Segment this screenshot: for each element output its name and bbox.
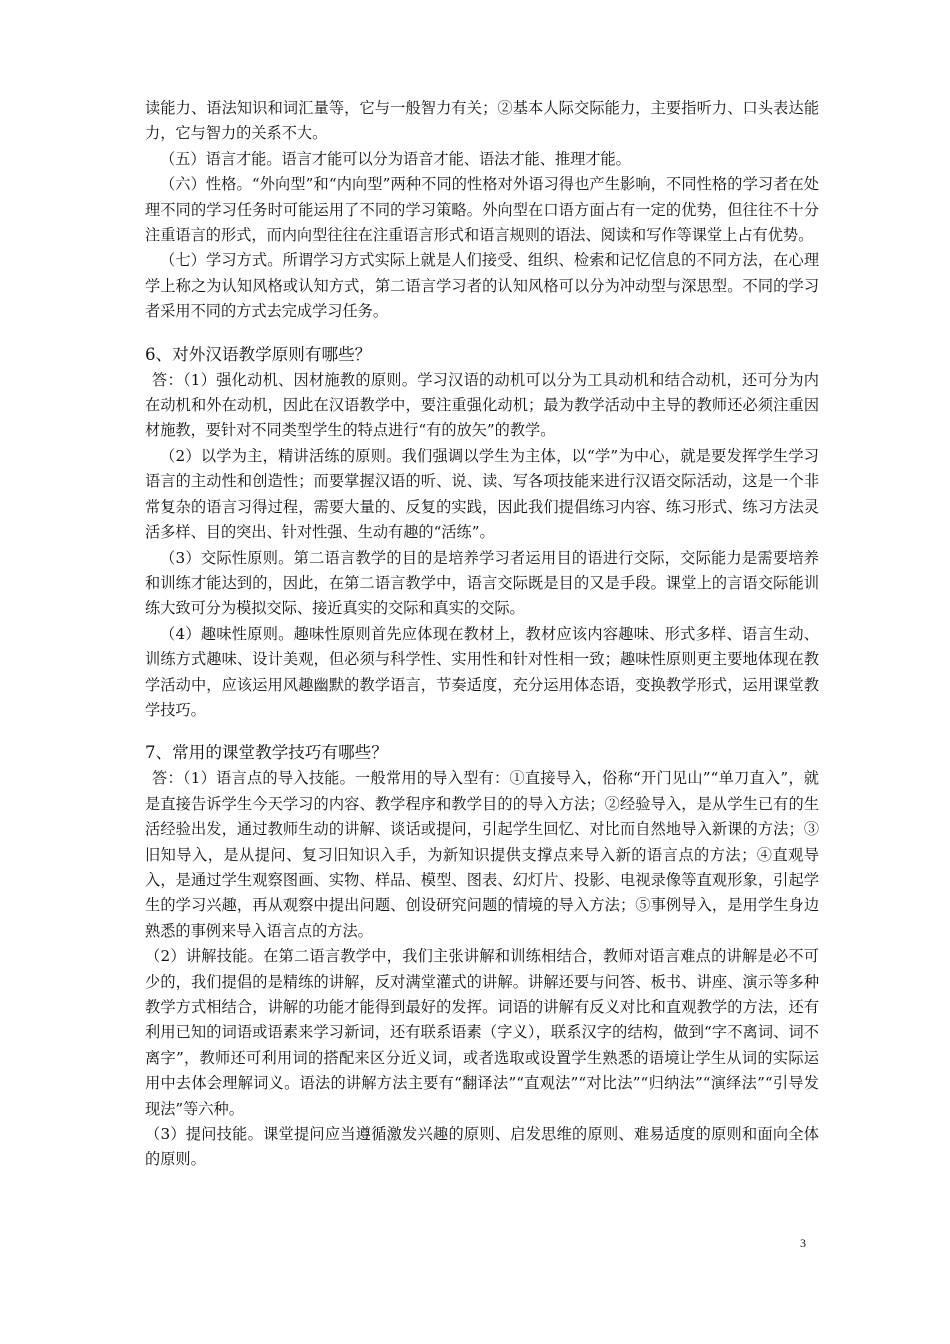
paragraph-learning-style: （七）学习方式。所谓学习方式实际上就是人们接受、组织、检索和记忆信息的不同方法，在心理学上称之为认知风格或认知方式，第二语言学习者的认知风格可以分为冲动型与深思型。不同的学习者采用不同的方式去完成学习任务。: [145, 251, 819, 321]
page-number: 3: [800, 1236, 806, 1250]
section-7-paragraph-3: （3）提问技能。课堂提问应当遵循激发兴趣的原则、启发思维的原则、难易适度的原则和面向全体的原则。: [145, 1125, 819, 1169]
section-6-paragraph-2: （2）以学为主，精讲活练的原则。我们强调以学生为主体，以“学”为中心，就是要发挥学生学习语言的主动性和创造性；而要掌握汉语的听、说、读、写各项技能来进行汉语交际活动，这是一个非常复杂的语言习得过程，需要大量的、反复的实践，因此我们提倡练习内容、练习形式、练习方法灵活多样、目的突出、针对性强、生动有趣的“活练”。: [145, 446, 819, 542]
section-6-heading: 6、对外汉语教学原则有哪些？: [145, 344, 372, 364]
document-body: [145, 96, 819, 1173]
section-6-paragraph-4: （4）趣味性原则。趣味性原则首先应体现在教材上，教材应该内容趣味、形式多样、语言生动、训练方式趣味、设计美观，但必须与科学性、实用性和针对性相一致；趣味性原则更主要地体现在教学活动中，应该运用风趣幽默的教学语言，节奏适度，充分运用体态语，变换教学形式，运用课堂教学技巧。: [145, 624, 819, 719]
section-6-paragraph-1: 答：（1）强化动机、因材施教的原则。学习汉语的动机可以分为工具动机和结合动机，还可分为内在动机和外在动机，因此在汉语教学中，要注重强化动机；最为教学活动中主导的教师还必须注重因材施教，要针对不同类型学生的特点进行“有的放矢”的教学。: [145, 370, 819, 440]
paragraph-language-aptitude: （五）语言才能。语言才能可以分为语音才能、语法才能、推理才能。: [160, 149, 631, 168]
section-7-paragraph-1: 答：（1）语言点的导入技能。一般常用的导入型有：①直接导入，俗称“开门见山”“单刀直入”，就是直接告诉学生今天学习的内容、教学程序和教学目的的导入方法；②经验导入，是从学生已有的生活经验出发，通过教师生动的讲解、谈话或提问，引起学生回忆、对比而自然地导入新课的方法；③旧知导入，是从提问、复习旧知识入手，为新知识提供支撑点来导入新的语言点的方法；④直观导入，是通过学生观察图画、实物、样品、模型、图表、幻灯片、投影、电视录像等直观形象，引起学生的学习兴趣，再从观察中提出问题、创设研究问题的情境的导入方法；⑤事例导入，是用学生身边熟悉的事例来导入语言点的方法。: [145, 769, 819, 940]
section-7-heading: 7、常用的课堂教学技巧有哪些？: [145, 743, 388, 763]
section-6-paragraph-3: （3）交际性原则。第二语言教学的目的是培养学习者运用目的语进行交际，交际能力是需要培养和训练才能达到的，因此，在第二语言教学中，语言交际既是目的又是手段。课堂上的言语交际能训练大致可分为模拟交际、接近真实的交际和真实的交际。: [145, 548, 819, 618]
paragraph-personality: （六）性格。“外向型”和“内向型”两种不同的性格对外语习得也产生影响，不同性格的学习者在处理不同的学习任务时可能运用了不同的学习策略。外向型在口语方面占有一定的优势，但往往不十分注重语言的形式，而内向型往往在注重语言形式和语言规则的语法、阅读和写作等课堂上占有优势。: [145, 175, 819, 245]
section-7-paragraph-2: （2）讲解技能。在第二语言教学中，我们主张讲解和训练相结合，教师对语言难点的讲解是必不可少的，我们提倡的是精练的讲解，反对满堂灌式的讲解。讲解还要与问答、板书、讲座、演示等多种教学方式相结合，讲解的功能才能得到最好的发挥。词语的讲解有反义对比和直观教学的方法，还有利用已知的词语或语素来学习新词，还有联系语素（字义），联系汉字的结构，做到“字不离词、词不离字”，教师还可利用词的搭配来区分近义词，或者选取或设置学生熟悉的语境让学生从词的实际运用中去体会理解词义。语法的讲解方法主要有“翻译法”“直观法”“对比法”“归纳法”“演绎法”“引导发现法”等六种。: [145, 947, 819, 1118]
paragraph-continued: 读能力、语法知识和词汇量等，它与一般智力有关；②基本人际交际能力，主要指听力、口头表达能力，它与智力的关系不大。: [145, 99, 819, 143]
